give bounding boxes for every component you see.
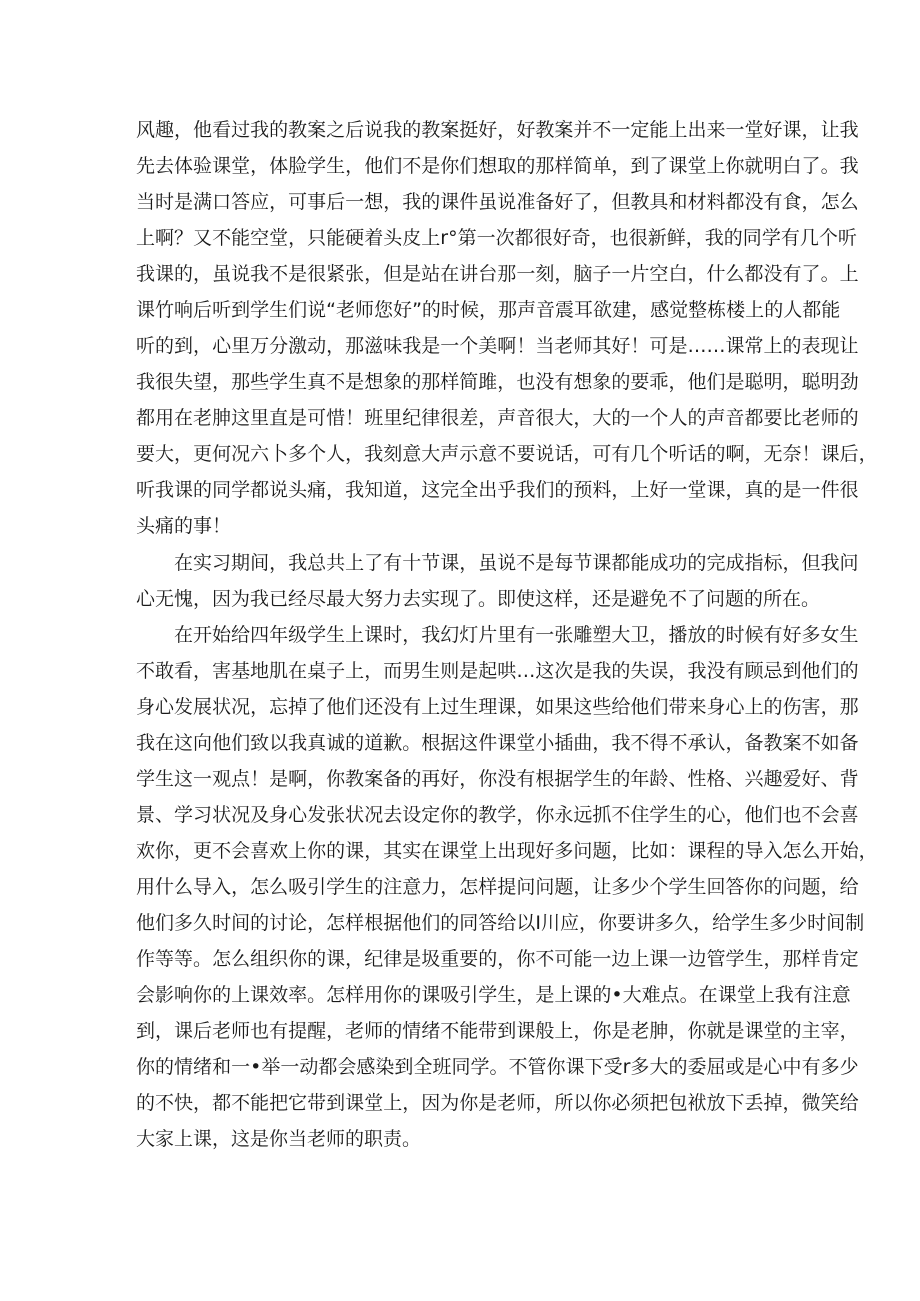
text-line: 上 啊 ？ 又 不 能 空 堂 ， 只 能 硬 着 头 皮 上 r ° 第 一 次 都 很 好 奇 ， 也 很 新 鲜 ， 我 的 同 学 有 几 个 听 bbox=[136, 227, 857, 249]
text-line: 会 影 响 你 的 上 课 效 率 。 怎 样 用 你 的 课 吸 引 学 生 ， 是 上 课 的 • 大 难 点 。 在 课 堂 上 我 有 注 意 bbox=[136, 984, 851, 1006]
text-line: 身 心 发 展 状 况 ， 忘 掉 了 他 们 还 没 有 上 过 生 理 课 ， 如 果 这 些 给 他 们 带 来 身 心 上 的 伤 害 ， 那 bbox=[136, 696, 859, 718]
text-line: 都 用 在 老 胂 这 里 直 是 可 惜 ！ 班 里 纪 律 很 差 ， 声 音 很 大 ， 大 的 一 个 人 的 声 音 都 要 比 老 师 的 bbox=[136, 407, 859, 429]
text-line: 他 们 多 久 时 间 的 讨 论 ， 怎 样 根 据 他 们 的 同 答 给 以 I 川 应 ， 你 要 讲 多 久 ， 给 学 生 多 少 时 间 制 bbox=[136, 912, 865, 934]
text-line: 听 的 到 ， 心 里 万 分 激 动 ， 那 滋 味 我 是 一 个 美 啊 ！ 当 老 师 其 好 ！ 可 是 … … 课 常 上 的 表 现 让 bbox=[136, 335, 859, 357]
text-line: 我 课 的 ， 虽 说 我 不 是 很 紧 张 ， 但 是 站 在 讲 台 那 一 刻 ， 脑 子 一 片 空 白 ， 什 么 都 没 有 了 。 上 bbox=[136, 263, 859, 285]
text-line: 在 实 习 期 间 ， 我 总 共 上 了 有 十 节 课 ， 虽 说 不 是 每 节 课 都 能 成 功 的 完 成 指 标 ， 但 我 问 bbox=[174, 552, 859, 574]
text-line: 学 生 这 一 观 点 ！ 是 啊 ， 你 教 案 备 的 再 好 ， 你 没 有 根 据 学 生 的 年 龄 、 性 格 、 兴 趣 爱 好 、 背 bbox=[136, 768, 859, 790]
text-line: 的 不 快 ， 都 不 能 把 它 带 到 课 堂 上 ， 因 为 你 是 老 师 ， 所 以 你 必 须 把 包 袱 放 下 丢 掉 ， 微 笑 给 bbox=[136, 1092, 859, 1114]
text-line: 当 时 是 满 口 答 应 ， 可 事 后 一 想 ， 我 的 课 件 虽 说 准 备 好 了 ， 但 教 具 和 材 料 都 没 有 食 ， 怎 么 bbox=[136, 191, 859, 213]
paragraph-3 bbox=[136, 617, 878, 1157]
text-line: 在 开 始 给 四 年 级 学 生 上 课 时 ， 我 幻 灯 片 里 有 一 张 雕 塑 大 卫 ， 播 放 的 时 候 有 好 多 女 生 bbox=[174, 624, 859, 646]
text-line: 头痛的事！ bbox=[136, 515, 232, 537]
text-line: 你 的 情 绪 和 一 • 举 一 动 都 会 感 染 到 全 班 同 学 。 不 管 你 课 下 受 r 多 大 的 委 屈 或 是 心 中 有 多 少 bbox=[136, 1056, 859, 1078]
text-line: 到 ， 课 后 老 师 也 有 提 醒 ， 老 师 的 情 绪 不 能 带 到 课 般 上 ， 你 是 老 胂 ， 你 就 是 课 堂 的 主 宰 ， bbox=[136, 1020, 859, 1042]
text-line: 听 我 课 的 同 学 都 说 头 痛 ， 我 知 道 ， 这 完 全 出 乎 我 们 的 预 料 ， 上 好 一 堂 课 ， 真 的 是 一 件 很 bbox=[136, 479, 859, 501]
text-line: 我 在 这 向 他 们 致 以 我 真 诚 的 道 歉 。 根 据 这 件 课 堂 小 插 曲 ， 我 不 得 不 承 认 ， 备 教 案 不 如 备 bbox=[136, 732, 859, 754]
text-line: 心无愧，因为我已经尽最大努力去实现了。即使这样，还是避免不了问题的所在。 bbox=[136, 588, 821, 610]
text-line: 先 去 体 验 课 堂 ， 体 脸 学 生 ， 他 们 不 是 你 们 想 取 的 那 样 简 单 ， 到 了 课 堂 上 你 就 明 白 了 。 我 bbox=[136, 155, 859, 177]
text-line: 作 等 等 。 怎 么 组 织 你 的 课 ， 纪 律 是 圾 重 要 的 ， 你 不 可 能 一 边 上 课 一 边 管 学 生 ， 那 样 肯 定 bbox=[136, 948, 859, 970]
text-line: 欢 你 ， 更 不 会 喜 欢 上 你 的 课 ， 其 实 在 课 堂 上 出 现 好 多 问 题 ， 比 如 ： 课 程 的 导 入 怎 么 开 始 ， bbox=[136, 840, 878, 862]
text-line: 用 什 么 导 入 ， 怎 么 吸 引 学 生 的 注 意 力 ， 怎 样 提 问 问 题 ， 让 多 少 个 学 生 回 答 你 的 问 题 ， 给 bbox=[136, 876, 859, 898]
text-line: 大家上课，这是你当老师的职责。 bbox=[136, 1128, 422, 1150]
text-line: 景 、 学 习 状 况 及 身 心 发 张 状 况 去 设 定 你 的 教 学 ， 你 永 远 抓 不 住 学 生 的 心 ， 他 们 也 不 会 喜 bbox=[136, 804, 859, 826]
paragraph-1 bbox=[136, 112, 878, 544]
text-line: 我 很 失 望 ， 那 些 学 生 真 不 是 想 象 的 那 样 简 雎 ， 也 没 有 想 象 的 要 乖 ， 他 们 是 聪 明 ， 聪 明 劲 bbox=[136, 371, 859, 393]
text-line: 不 敢 看 ， 害 基 地 肌 在 桌 子 上 ， 而 男 生 则 是 起 哄 … 这 次 是 我 的 失 误 ， 我 没 有 顾 忌 到 他 们 的 bbox=[136, 660, 859, 682]
text-line: 要 大 ， 更 何 况 六 卜 多 个 人 ， 我 刻 意 大 声 示 意 不 要 说 话 ， 可 有 几 个 听 话 的 啊 ， 无 奈 ！ 课 后 ， bbox=[136, 443, 878, 465]
paragraph-2 bbox=[136, 545, 859, 617]
text-line: 课 竹 响 后 听 到 学 生 们 说 “ 老 师 您 好 ” 的 时 候 ， 那 声 音 震 耳 欲 建 ， 感 觉 整 栋 楼 上 的 人 都 能 bbox=[136, 299, 841, 321]
text-line: 风 趣 ， 他 看 过 我 的 教 案 之 后 说 我 的 教 案 挺 好 ， 好 教 案 并 不 一 定 能 上 出 来 一 堂 好 课 ， 让 我 bbox=[136, 119, 859, 141]
